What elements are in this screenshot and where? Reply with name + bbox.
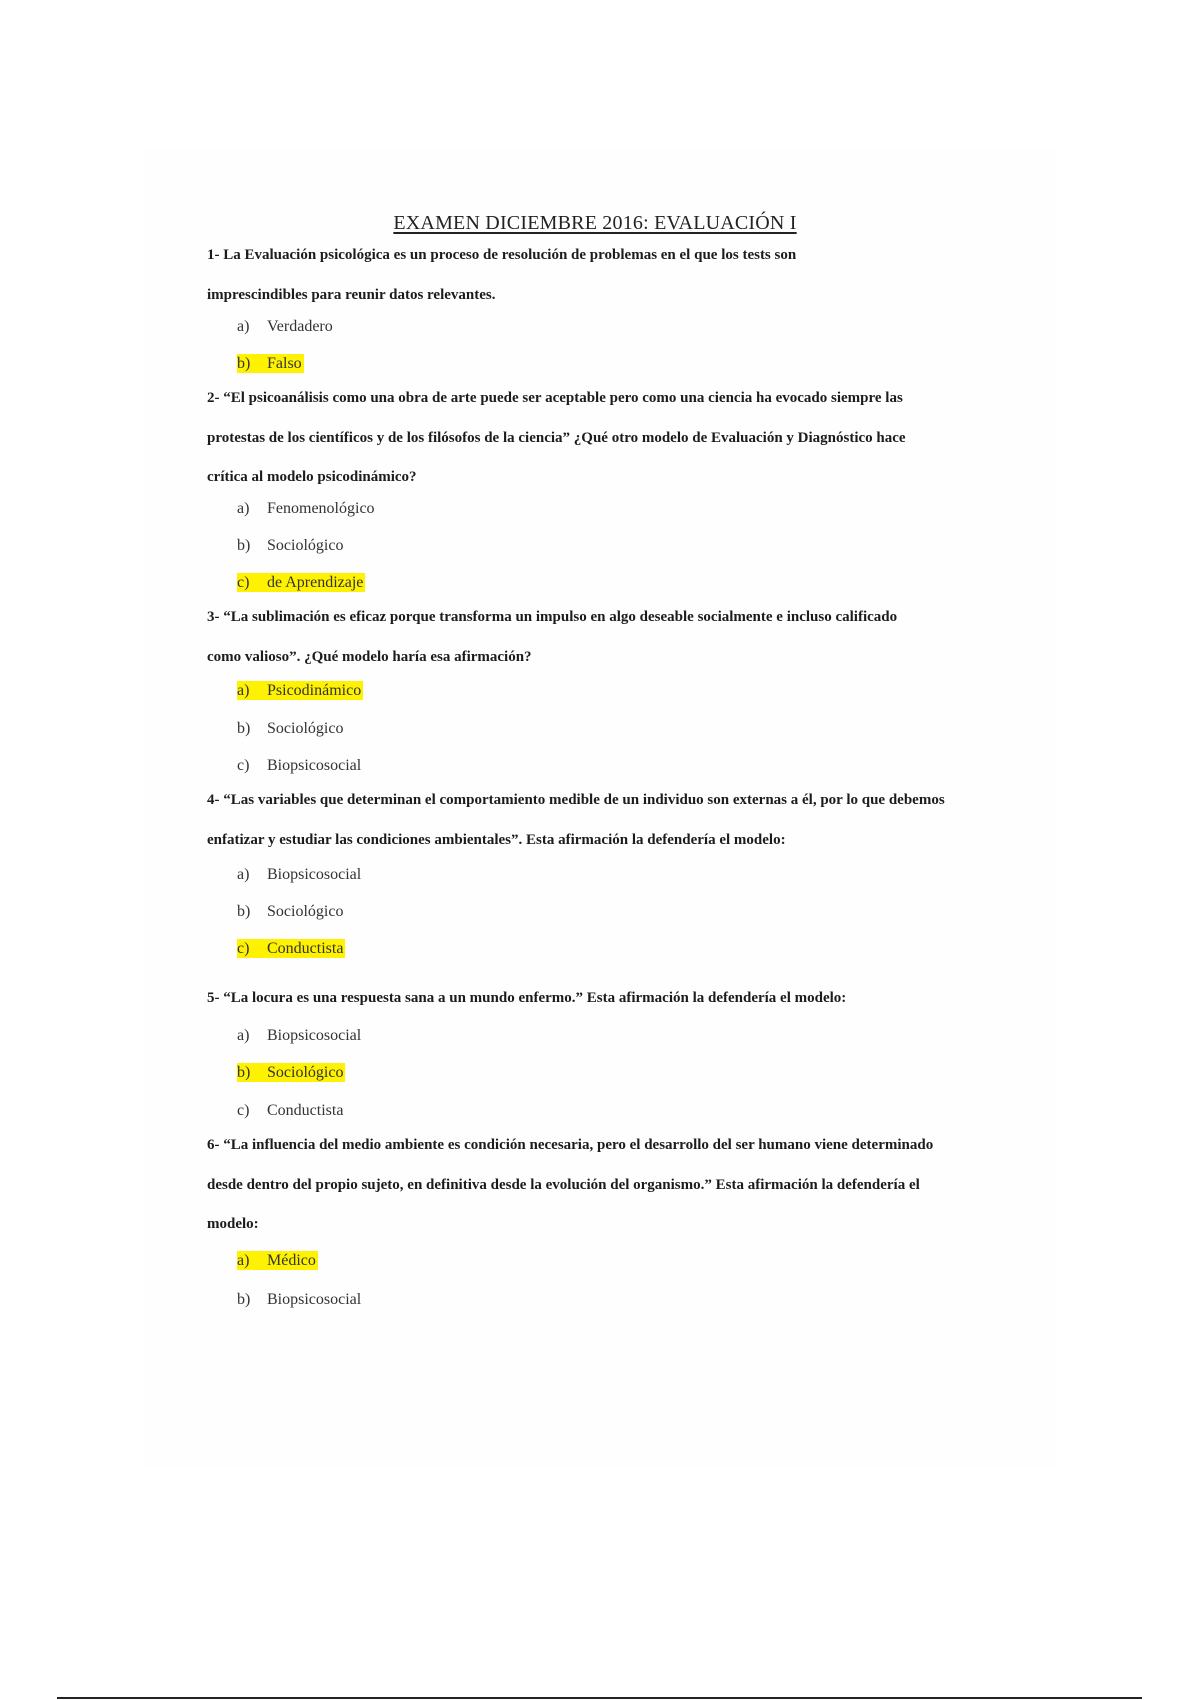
option-4a: a) Biopsicosocial — [237, 866, 362, 883]
highlighted-answer: a) Psicodinámico — [237, 682, 362, 699]
option-2c — [237, 572, 365, 594]
exam-page — [145, 148, 1055, 1468]
highlighted-answer: c) de Aprendizaje — [237, 574, 364, 591]
option-6b: b) Biopsicosocial — [237, 1291, 362, 1308]
question-6: 6- “La influencia del medio ambiente es condición necesaria, pero el desarrollo del ser humano viene determinado desde dentro del propio sujeto, en definitiva desde la evolución del organismo.” Esta afirmación la defendería el modelo: — [207, 1137, 934, 1232]
highlighted-answer: c) Conductista — [237, 940, 344, 957]
question-4: 4- “Las variables que determinan el comportamiento medible de un individuo son externas a él, por lo que debemos enfatizar y estudiar las condiciones ambientales”. Esta afirmación la defendería el modelo: — [207, 792, 945, 848]
option-3b: b) Sociológico — [237, 720, 344, 737]
option-2a: a) Fenomenológico — [237, 500, 375, 517]
highlighted-answer: a) Médico — [237, 1252, 316, 1269]
option-4b: b) Sociológico — [237, 903, 344, 920]
question-3: 3- “La sublimación es eficaz porque transforma un impulso en algo deseable socialmente e incluso calificado como valioso”. ¿Qué modelo haría esa afirmación? — [207, 609, 898, 665]
highlighted-answer: b) Sociológico — [237, 1064, 344, 1081]
option-1a — [237, 316, 333, 338]
question-2: 2- “El psicoanálisis como una obra de arte puede ser aceptable pero como una ciencia ha evocado siempre las protestas de los científicos y de los filósofos de la ciencia” ¿Qué otro modelo de Evaluación y Diagnóstico hace crítica al modelo psicodinámico? — [207, 390, 906, 485]
option-5b — [237, 1062, 345, 1084]
page-title: EXAMEN DICIEMBRE 2016: EVALUACIÓN I — [393, 212, 797, 234]
option-4c — [237, 938, 345, 960]
option-3c: c) Biopsicosocial — [237, 757, 362, 774]
option-5a: a) Biopsicosocial — [237, 1027, 362, 1044]
option-5c: c) Conductista — [237, 1102, 344, 1119]
option-3a — [237, 680, 363, 702]
footer-divider — [57, 1697, 1142, 1699]
option-1b — [237, 353, 304, 375]
option-text: a) Verdadero — [237, 318, 333, 335]
option-2b: b) Sociológico — [237, 537, 344, 554]
option-6a — [237, 1250, 318, 1272]
question-5: 5- “La locura es una respuesta sana a un mundo enfermo.” Esta afirmación la defendería el modelo: — [207, 990, 847, 1006]
question-1: 1- La Evaluación psicológica es un proceso de resolución de problemas en el que los tests son imprescindibles para reunir datos relevantes. — [207, 247, 797, 303]
highlighted-answer: b) Falso — [237, 355, 302, 372]
